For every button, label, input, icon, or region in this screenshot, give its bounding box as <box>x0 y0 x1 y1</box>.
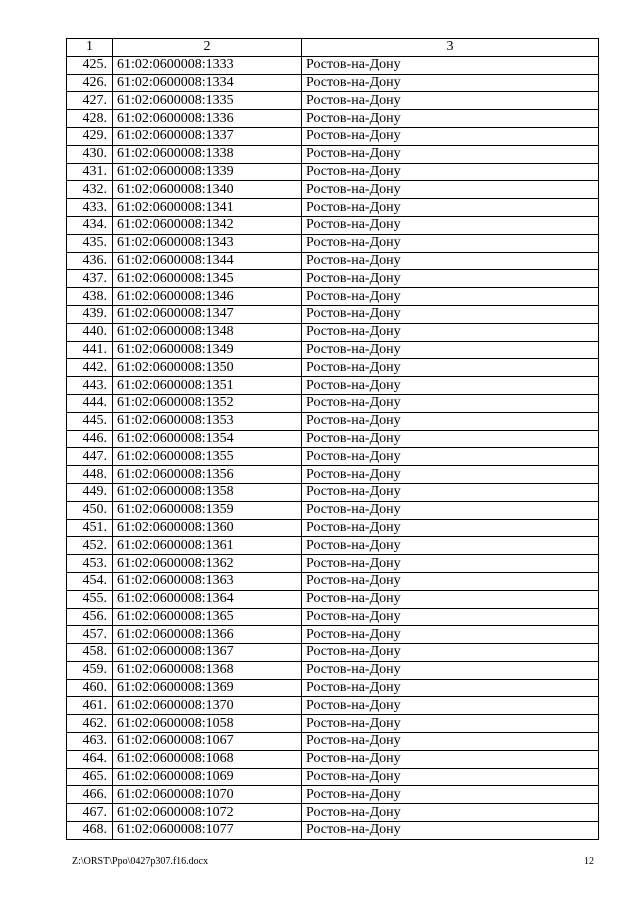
cadastral-number-cell: 61:02:0600008:1348 <box>113 323 302 341</box>
location-cell: Ростов-на-Дону <box>302 341 599 359</box>
table-row <box>67 145 599 163</box>
table-row <box>67 341 599 359</box>
location-cell: Ростов-на-Дону <box>302 163 599 181</box>
cadastral-number-cell: 61:02:0600008:1366 <box>113 626 302 644</box>
location-cell: Ростов-на-Дону <box>302 822 599 840</box>
table-row <box>67 590 599 608</box>
cadastral-number-cell: 61:02:0600008:1340 <box>113 181 302 199</box>
cadastral-number-cell: 61:02:0600008:1363 <box>113 572 302 590</box>
row-number-cell: 467. <box>67 804 113 822</box>
location-cell: Ростов-на-Дону <box>302 199 599 217</box>
cadastral-number-cell: 61:02:0600008:1343 <box>113 234 302 252</box>
table-row <box>67 519 599 537</box>
location-cell: Ростов-на-Дону <box>302 715 599 733</box>
table-row <box>67 501 599 519</box>
column-header-1: 1 <box>67 39 113 57</box>
row-number-cell: 447. <box>67 448 113 466</box>
location-cell: Ростов-на-Дону <box>302 127 599 145</box>
location-cell: Ростов-на-Дону <box>302 519 599 537</box>
table-row <box>67 430 599 448</box>
row-number-cell: 428. <box>67 110 113 128</box>
location-cell: Ростов-на-Дону <box>302 626 599 644</box>
cadastral-number-cell: 61:02:0600008:1346 <box>113 288 302 306</box>
row-number-cell: 442. <box>67 359 113 377</box>
location-cell: Ростов-на-Дону <box>302 394 599 412</box>
column-header-3: 3 <box>302 39 599 57</box>
cadastral-number-cell: 61:02:0600008:1058 <box>113 715 302 733</box>
cadastral-number-cell: 61:02:0600008:1355 <box>113 448 302 466</box>
cadastral-number-cell: 61:02:0600008:1352 <box>113 394 302 412</box>
location-cell: Ростов-на-Дону <box>302 661 599 679</box>
cadastral-number-cell: 61:02:0600008:1358 <box>113 483 302 501</box>
table-row <box>67 608 599 626</box>
cadastral-number-cell: 61:02:0600008:1364 <box>113 590 302 608</box>
table-row <box>67 733 599 751</box>
table-row <box>67 644 599 662</box>
table-row <box>67 163 599 181</box>
cadastral-number-cell: 61:02:0600008:1336 <box>113 110 302 128</box>
table-header-row <box>67 39 599 57</box>
row-number-cell: 449. <box>67 483 113 501</box>
document-table <box>66 38 599 840</box>
row-number-cell: 451. <box>67 519 113 537</box>
table-row <box>67 661 599 679</box>
cadastral-number-cell: 61:02:0600008:1350 <box>113 359 302 377</box>
location-cell: Ростов-на-Дону <box>302 92 599 110</box>
table-row <box>67 537 599 555</box>
location-cell: Ростов-на-Дону <box>302 56 599 74</box>
cadastral-number-cell: 61:02:0600008:1360 <box>113 519 302 537</box>
row-number-cell: 463. <box>67 733 113 751</box>
location-cell: Ростов-на-Дону <box>302 323 599 341</box>
cadastral-number-cell: 61:02:0600008:1368 <box>113 661 302 679</box>
cadastral-number-cell: 61:02:0600008:1335 <box>113 92 302 110</box>
location-cell: Ростов-на-Дону <box>302 608 599 626</box>
table-row <box>67 555 599 573</box>
row-number-cell: 466. <box>67 786 113 804</box>
table-row <box>67 323 599 341</box>
table-row <box>67 234 599 252</box>
cadastral-number-cell: 61:02:0600008:1337 <box>113 127 302 145</box>
location-cell: Ростов-на-Дону <box>302 750 599 768</box>
table-row <box>67 822 599 840</box>
row-number-cell: 452. <box>67 537 113 555</box>
row-number-cell: 435. <box>67 234 113 252</box>
location-cell: Ростов-на-Дону <box>302 110 599 128</box>
cadastral-number-cell: 61:02:0600008:1339 <box>113 163 302 181</box>
row-number-cell: 434. <box>67 216 113 234</box>
location-cell: Ростов-на-Дону <box>302 555 599 573</box>
location-cell: Ростов-на-Дону <box>302 448 599 466</box>
row-number-cell: 461. <box>67 697 113 715</box>
row-number-cell: 455. <box>67 590 113 608</box>
row-number-cell: 446. <box>67 430 113 448</box>
cadastral-number-cell: 61:02:0600008:1359 <box>113 501 302 519</box>
cadastral-number-cell: 61:02:0600008:1354 <box>113 430 302 448</box>
cadastral-number-cell: 61:02:0600008:1370 <box>113 697 302 715</box>
table-row <box>67 288 599 306</box>
location-cell: Ростов-на-Дону <box>302 305 599 323</box>
cadastral-number-cell: 61:02:0600008:1365 <box>113 608 302 626</box>
cadastral-number-cell: 61:02:0600008:1068 <box>113 750 302 768</box>
location-cell: Ростов-на-Дону <box>302 679 599 697</box>
location-cell: Ростов-на-Дону <box>302 572 599 590</box>
cadastral-number-cell: 61:02:0600008:1067 <box>113 733 302 751</box>
row-number-cell: 459. <box>67 661 113 679</box>
table-row <box>67 448 599 466</box>
row-number-cell: 450. <box>67 501 113 519</box>
cadastral-number-cell: 61:02:0600008:1347 <box>113 305 302 323</box>
location-cell: Ростов-на-Дону <box>302 537 599 555</box>
table-row <box>67 377 599 395</box>
table-row <box>67 252 599 270</box>
cadastral-number-cell: 61:02:0600008:1338 <box>113 145 302 163</box>
table-row <box>67 715 599 733</box>
cadastral-number-cell: 61:02:0600008:1349 <box>113 341 302 359</box>
table-row <box>67 786 599 804</box>
table-row <box>67 572 599 590</box>
row-number-cell: 445. <box>67 412 113 430</box>
table-row <box>67 74 599 92</box>
location-cell: Ростов-на-Дону <box>302 145 599 163</box>
table-row <box>67 679 599 697</box>
row-number-cell: 438. <box>67 288 113 306</box>
cadastral-number-cell: 61:02:0600008:1069 <box>113 768 302 786</box>
cadastral-number-cell: 61:02:0600008:1345 <box>113 270 302 288</box>
table-row <box>67 804 599 822</box>
table-row <box>67 412 599 430</box>
table-row <box>67 750 599 768</box>
table-row <box>67 626 599 644</box>
row-number-cell: 448. <box>67 466 113 484</box>
cadastral-number-cell: 61:02:0600008:1072 <box>113 804 302 822</box>
cadastral-number-cell: 61:02:0600008:1362 <box>113 555 302 573</box>
table-row <box>67 199 599 217</box>
location-cell: Ростов-на-Дону <box>302 644 599 662</box>
row-number-cell: 432. <box>67 181 113 199</box>
cadastral-number-cell: 61:02:0600008:1356 <box>113 466 302 484</box>
footer-page-number: 12 <box>584 856 594 867</box>
table-row <box>67 92 599 110</box>
row-number-cell: 468. <box>67 822 113 840</box>
row-number-cell: 457. <box>67 626 113 644</box>
location-cell: Ростов-на-Дону <box>302 216 599 234</box>
row-number-cell: 433. <box>67 199 113 217</box>
cadastral-number-cell: 61:02:0600008:1341 <box>113 199 302 217</box>
row-number-cell: 453. <box>67 555 113 573</box>
location-cell: Ростов-на-Дону <box>302 501 599 519</box>
cadastral-number-cell: 61:02:0600008:1369 <box>113 679 302 697</box>
column-header-2: 2 <box>113 39 302 57</box>
cadastral-number-cell: 61:02:0600008:1361 <box>113 537 302 555</box>
row-number-cell: 443. <box>67 377 113 395</box>
table-row <box>67 305 599 323</box>
row-number-cell: 440. <box>67 323 113 341</box>
cadastral-number-cell: 61:02:0600008:1351 <box>113 377 302 395</box>
location-cell: Ростов-на-Дону <box>302 412 599 430</box>
cadastral-number-cell: 61:02:0600008:1077 <box>113 822 302 840</box>
location-cell: Ростов-на-Дону <box>302 430 599 448</box>
location-cell: Ростов-на-Дону <box>302 377 599 395</box>
table-row <box>67 110 599 128</box>
location-cell: Ростов-на-Дону <box>302 359 599 377</box>
cadastral-number-cell: 61:02:0600008:1367 <box>113 644 302 662</box>
location-cell: Ростов-на-Дону <box>302 483 599 501</box>
row-number-cell: 444. <box>67 394 113 412</box>
row-number-cell: 437. <box>67 270 113 288</box>
location-cell: Ростов-на-Дону <box>302 590 599 608</box>
row-number-cell: 426. <box>67 74 113 92</box>
location-cell: Ростов-на-Дону <box>302 804 599 822</box>
location-cell: Ростов-на-Дону <box>302 288 599 306</box>
location-cell: Ростов-на-Дону <box>302 181 599 199</box>
row-number-cell: 436. <box>67 252 113 270</box>
cadastral-number-cell: 61:02:0600008:1342 <box>113 216 302 234</box>
location-cell: Ростов-на-Дону <box>302 270 599 288</box>
row-number-cell: 425. <box>67 56 113 74</box>
cadastral-number-cell: 61:02:0600008:1333 <box>113 56 302 74</box>
table-row <box>67 483 599 501</box>
row-number-cell: 430. <box>67 145 113 163</box>
row-number-cell: 462. <box>67 715 113 733</box>
table-row <box>67 56 599 74</box>
location-cell: Ростов-на-Дону <box>302 466 599 484</box>
row-number-cell: 431. <box>67 163 113 181</box>
row-number-cell: 456. <box>67 608 113 626</box>
table-row <box>67 466 599 484</box>
location-cell: Ростов-на-Дону <box>302 768 599 786</box>
row-number-cell: 464. <box>67 750 113 768</box>
row-number-cell: 441. <box>67 341 113 359</box>
row-number-cell: 427. <box>67 92 113 110</box>
table-row <box>67 127 599 145</box>
cadastral-number-cell: 61:02:0600008:1353 <box>113 412 302 430</box>
table-row <box>67 181 599 199</box>
location-cell: Ростов-на-Дону <box>302 786 599 804</box>
location-cell: Ростов-на-Дону <box>302 733 599 751</box>
location-cell: Ростов-на-Дону <box>302 74 599 92</box>
table-row <box>67 697 599 715</box>
table-row <box>67 270 599 288</box>
table-row <box>67 359 599 377</box>
row-number-cell: 458. <box>67 644 113 662</box>
row-number-cell: 439. <box>67 305 113 323</box>
table-row <box>67 216 599 234</box>
row-number-cell: 429. <box>67 127 113 145</box>
cadastral-number-cell: 61:02:0600008:1344 <box>113 252 302 270</box>
cadastral-number-cell: 61:02:0600008:1070 <box>113 786 302 804</box>
row-number-cell: 454. <box>67 572 113 590</box>
footer-file-path: Z:\ORST\Ppo\0427p307.f16.docx <box>72 856 209 867</box>
location-cell: Ростов-на-Дону <box>302 234 599 252</box>
table-row <box>67 394 599 412</box>
row-number-cell: 465. <box>67 768 113 786</box>
location-cell: Ростов-на-Дону <box>302 697 599 715</box>
cadastral-number-cell: 61:02:0600008:1334 <box>113 74 302 92</box>
table-row <box>67 768 599 786</box>
table-body <box>67 39 599 840</box>
row-number-cell: 460. <box>67 679 113 697</box>
location-cell: Ростов-на-Дону <box>302 252 599 270</box>
